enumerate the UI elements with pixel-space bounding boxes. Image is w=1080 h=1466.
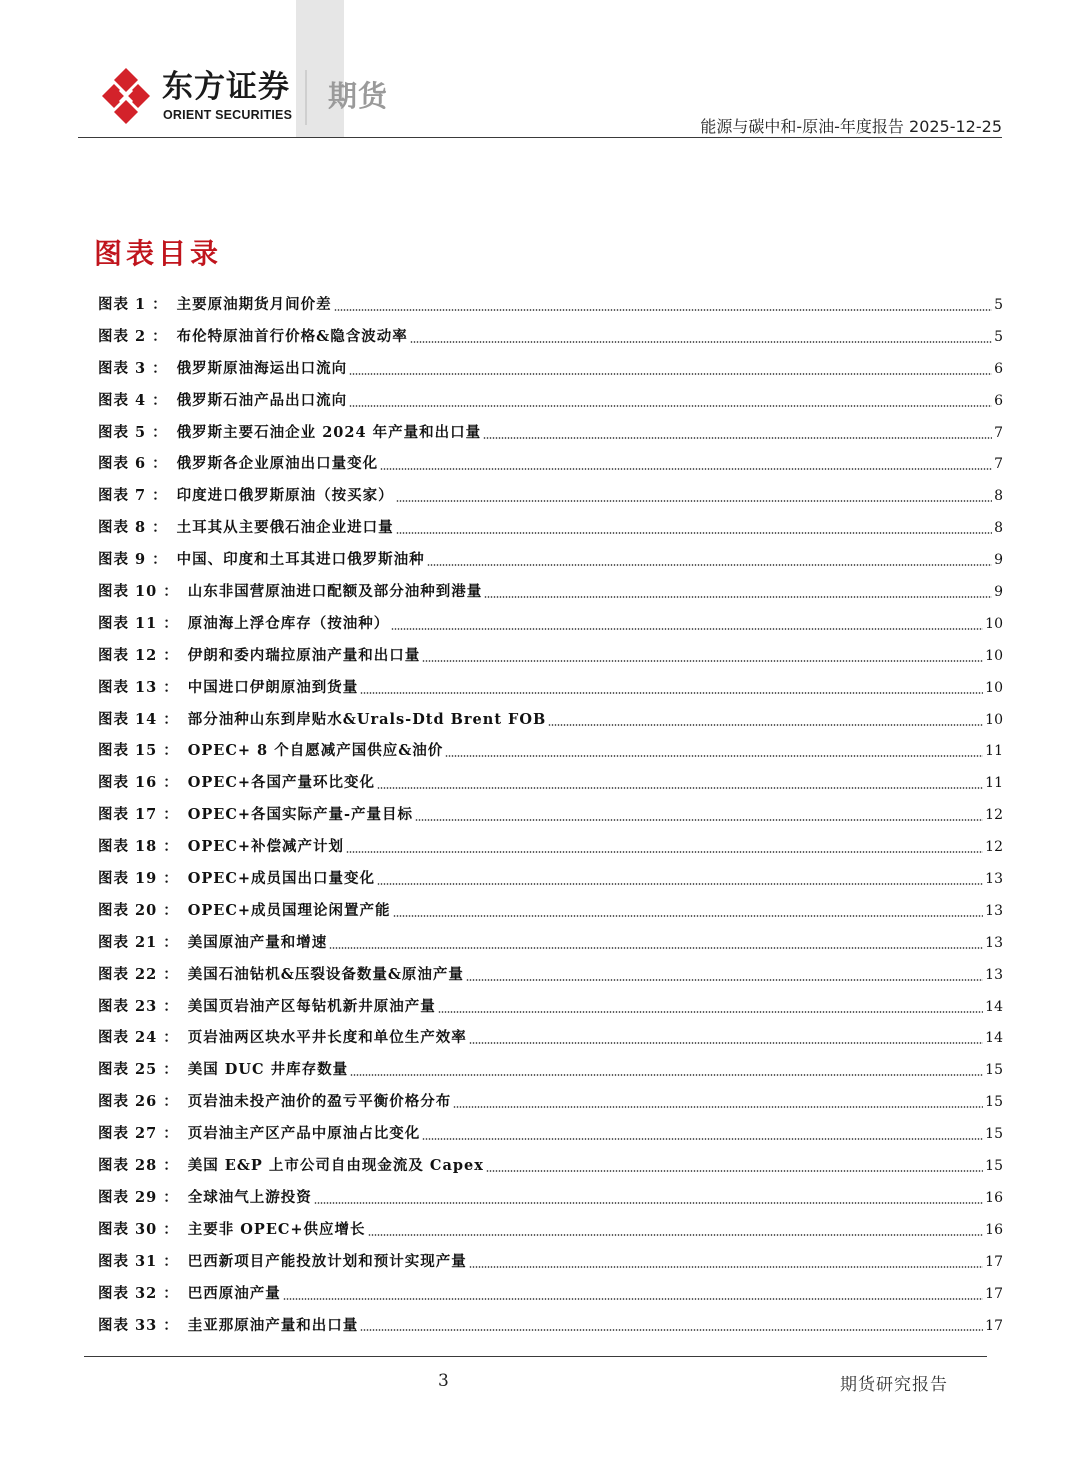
toc-entry-label: 图表 12 — [98, 646, 158, 664]
toc-entry-title: OPEC+各国实际产量-产量目标 — [187, 806, 414, 824]
toc-entry-colon: ： — [163, 614, 178, 632]
toc-entry[interactable] — [98, 672, 1003, 704]
toc-entry-label: 图表 5 — [98, 423, 147, 441]
toc-entry-label: 图表 24 — [98, 1029, 158, 1047]
toc-entry-page: 11 — [985, 743, 1003, 760]
toc-entry[interactable] — [98, 1118, 1003, 1150]
toc-entry-leader — [445, 755, 983, 757]
toc-entry-title: 印度进口俄罗斯原油（按买家） — [176, 487, 394, 505]
toc-entry[interactable] — [98, 1182, 1003, 1214]
toc-entry[interactable] — [98, 799, 1003, 831]
toc-entry-title: 俄罗斯各企业原油出口量变化 — [176, 455, 379, 473]
toc-entry[interactable] — [98, 417, 1003, 449]
toc-entry-leader — [334, 309, 992, 311]
toc-entry-colon: ： — [152, 359, 167, 377]
toc-entry-page: 16 — [985, 1189, 1003, 1206]
toc-entry-page: 15 — [985, 1158, 1003, 1175]
toc-entry-page: 5 — [994, 297, 1003, 313]
toc-entry-colon: ： — [163, 710, 178, 728]
toc-entry[interactable] — [98, 512, 1003, 544]
toc-entry-label: 图表 26 — [98, 1093, 158, 1111]
toc-entry-page: 11 — [985, 775, 1003, 792]
toc-entry-page: 14 — [985, 1030, 1003, 1047]
toc-entry-colon: ： — [163, 646, 178, 664]
toc-entry-title: 山东非国营原油进口配额及部分油种到港量 — [187, 583, 483, 601]
toc-entry[interactable] — [98, 895, 1003, 927]
toc-entry[interactable] — [98, 640, 1003, 672]
toc-entry-colon: ： — [163, 583, 178, 601]
toc-entry-label: 图表 14 — [98, 710, 158, 728]
toc-entry-title: 中国、印度和土耳其进口俄罗斯油种 — [176, 551, 425, 569]
toc-entry-leader — [393, 915, 984, 917]
toc-entry-label: 图表 4 — [98, 391, 147, 409]
toc-entry-title: 圭亚那原油产量和出口量 — [187, 1316, 359, 1334]
toc-entry-page: 7 — [994, 456, 1003, 473]
toc-entry-label: 图表 1 — [98, 296, 147, 313]
toc-entry-page: 17 — [985, 1317, 1003, 1334]
toc-entry-colon: ： — [163, 838, 178, 856]
toc-entry[interactable] — [98, 1054, 1003, 1086]
header-rule — [78, 137, 1002, 138]
toc-entry[interactable] — [98, 863, 1003, 895]
toc-entry-colon: ： — [163, 1093, 178, 1111]
toc-entry-page: 17 — [985, 1253, 1003, 1270]
toc-entry-colon: ： — [163, 774, 178, 792]
toc-entry-leader — [548, 724, 983, 726]
toc-entry-label: 图表 9 — [98, 551, 147, 569]
toc-entry-leader — [415, 819, 983, 821]
footer-label: 期货研究报告 — [840, 1375, 948, 1395]
toc-entry-page: 10 — [985, 615, 1003, 632]
brand-subtitle: 期货 — [328, 79, 389, 113]
toc-entry-title: 布伦特原油首行价格&隐含波动率 — [176, 327, 408, 345]
toc-entry-label: 图表 19 — [98, 870, 158, 888]
toc-entry-colon: ： — [152, 423, 167, 441]
toc-entry-page: 5 — [994, 328, 1003, 345]
toc-entry-page: 12 — [985, 807, 1003, 824]
report-meta: 能源与碳中和-原油-年度报告 2025-12-25 — [700, 117, 1002, 136]
toc-entry-title: 巴西原油产量 — [187, 1284, 281, 1302]
toc-entry-title: OPEC+ 8 个自愿减产国供应&油价 — [187, 742, 444, 760]
toc-entry-page: 9 — [994, 584, 1003, 601]
toc-entry[interactable] — [98, 289, 1003, 321]
toc-entry-page: 14 — [985, 998, 1003, 1015]
toc-entry-title: 美国石油钻机&压裂设备数量&原油产量 — [187, 965, 464, 983]
toc-entry-colon: ： — [163, 1188, 178, 1206]
toc-entry-label: 图表 25 — [98, 1061, 158, 1079]
toc-entry-page: 13 — [985, 902, 1003, 919]
header-gray-band — [296, 0, 344, 138]
toc-entry-page: 16 — [985, 1221, 1003, 1238]
toc-entry[interactable] — [98, 385, 1003, 417]
toc-entry[interactable] — [98, 1278, 1003, 1310]
toc-entry-page: 10 — [985, 711, 1003, 728]
toc-entry[interactable] — [98, 608, 1003, 640]
toc-entry-leader — [349, 373, 992, 375]
toc-entry-title: 部分油种山东到岸贴水&Urals-Dtd Brent FOB — [187, 710, 547, 728]
toc-entry-colon: ： — [152, 296, 167, 313]
toc-entry-title: 全球油气上游投资 — [187, 1188, 312, 1206]
toc-entry-title: 美国 E&P 上市公司自由现金流及 Capex — [187, 1157, 484, 1175]
toc-entry-leader — [486, 1170, 983, 1172]
toc-entry-page: 13 — [985, 934, 1003, 951]
toc-entry-leader — [377, 883, 983, 885]
toc-entry-title: OPEC+补偿减产计划 — [187, 838, 345, 856]
toc-entry-leader — [466, 979, 983, 981]
toc-entry[interactable] — [98, 353, 1003, 385]
toc-entry-colon: ： — [163, 1220, 178, 1238]
toc-entry-leader — [427, 564, 992, 566]
toc-entry-leader — [469, 1266, 983, 1268]
toc-entry-title: 巴西新项目产能投放计划和预计实现产量 — [187, 1252, 467, 1270]
toc-entry-title: 俄罗斯石油产品出口流向 — [176, 391, 348, 409]
toc-entry[interactable] — [98, 1214, 1003, 1246]
toc-entry-colon: ： — [163, 870, 178, 888]
toc-entry-page: 13 — [985, 871, 1003, 888]
toc-entry-title: OPEC+各国产量环比变化 — [187, 774, 376, 792]
toc-entry-colon: ： — [163, 1125, 178, 1143]
toc-entry-leader — [346, 851, 983, 853]
toc-entry-leader — [350, 1074, 983, 1076]
toc-entry-title: 页岩油未投产油价的盈亏平衡价格分布 — [187, 1093, 452, 1111]
toc-entry[interactable] — [98, 767, 1003, 799]
toc-entry-label: 图表 2 — [98, 327, 147, 345]
toc-entry-leader — [410, 341, 992, 343]
toc-entry-leader — [360, 1329, 983, 1331]
toc-entry-leader — [453, 1106, 983, 1108]
toc-entry-label: 图表 15 — [98, 742, 158, 760]
toc-entry-colon: ： — [163, 1252, 178, 1270]
toc-entry-page: 7 — [994, 424, 1003, 441]
toc-entry-leader — [377, 787, 983, 789]
toc-entry-page: 10 — [985, 647, 1003, 664]
toc-entry-leader — [422, 660, 983, 662]
toc-entry-colon: ： — [163, 806, 178, 824]
toc-entry-label: 图表 8 — [98, 519, 147, 537]
toc-entry-label: 图表 33 — [98, 1316, 158, 1334]
toc-entry[interactable] — [98, 735, 1003, 767]
toc-entry-page: 6 — [994, 392, 1003, 409]
toc-entry-colon: ： — [163, 933, 178, 951]
toc-entry-label: 图表 32 — [98, 1284, 158, 1302]
toc-entry[interactable] — [98, 959, 1003, 991]
toc-entry-title: 美国页岩油产区每钻机新井原油产量 — [187, 997, 436, 1015]
toc-entry-page: 6 — [994, 360, 1003, 377]
toc-entry-leader — [329, 947, 983, 949]
toc-entry-leader — [483, 437, 992, 439]
toc-entry[interactable] — [98, 1086, 1003, 1118]
toc-entry-title: 美国原油产量和增速 — [187, 933, 328, 951]
toc-entry-colon: ： — [163, 997, 178, 1015]
toc-entry-label: 图表 13 — [98, 678, 158, 696]
toc-entry[interactable] — [98, 927, 1003, 959]
toc-entry[interactable] — [98, 576, 1003, 608]
toc-entry-leader — [396, 500, 992, 502]
toc-entry-label: 图表 11 — [98, 614, 158, 632]
toc-entry-colon: ： — [152, 487, 167, 505]
toc-entry-title: 伊朗和委内瑞拉原油产量和出口量 — [187, 646, 421, 664]
toc-entry-colon: ： — [163, 1157, 178, 1175]
toc-entry-page: 9 — [994, 552, 1003, 569]
toc-entry[interactable] — [98, 1022, 1003, 1054]
brand-name-cn: 东方证券 — [162, 69, 290, 105]
toc-entry-label: 图表 17 — [98, 806, 158, 824]
toc-entry-leader — [349, 405, 992, 407]
toc-entry-colon: ： — [163, 1061, 178, 1079]
toc-entry-page: 8 — [994, 488, 1003, 505]
toc-entry-colon: ： — [152, 327, 167, 345]
toc-entry-label: 图表 27 — [98, 1125, 158, 1143]
toc-entry-colon: ： — [163, 742, 178, 760]
toc-entry-colon: ： — [163, 678, 178, 696]
toc-entry-label: 图表 7 — [98, 487, 147, 505]
toc-entry-leader — [396, 532, 992, 534]
toc-entry-leader — [438, 1011, 983, 1013]
toc-entry-title: 原油海上浮仓库存（按油种） — [187, 614, 390, 632]
toc-entry-label: 图表 21 — [98, 933, 158, 951]
brand-name-en: ORIENT SECURITIES — [163, 108, 293, 122]
toc-entry-label: 图表 28 — [98, 1157, 158, 1175]
toc-entry-title: 页岩油主产区产品中原油占比变化 — [187, 1125, 421, 1143]
toc-entry-title: 俄罗斯原油海运出口流向 — [176, 359, 348, 377]
toc-entry-leader — [380, 468, 992, 470]
toc-entry-label: 图表 3 — [98, 359, 147, 377]
toc-entry[interactable] — [98, 831, 1003, 863]
toc-entry-page: 12 — [985, 839, 1003, 856]
toc-entry-colon: ： — [163, 1316, 178, 1334]
toc-entry-label: 图表 10 — [98, 583, 158, 601]
toc-entry-colon: ： — [152, 519, 167, 537]
toc-entry-title: 美国 DUC 井库存数量 — [187, 1061, 349, 1079]
toc-entry-leader — [469, 1042, 983, 1044]
toc-entry-leader — [484, 596, 992, 598]
toc-entry[interactable] — [98, 1150, 1003, 1182]
toc-entry-leader — [368, 1234, 984, 1236]
toc-entry-title: OPEC+成员国理论闲置产能 — [187, 901, 391, 919]
toc-entry-title: 俄罗斯主要石油企业 2024 年产量和出口量 — [176, 423, 482, 441]
toc-entry-colon: ： — [163, 965, 178, 983]
toc-entry[interactable] — [98, 321, 1003, 353]
toc-entry-page: 15 — [985, 1094, 1003, 1111]
toc-list — [98, 289, 1003, 1341]
toc-entry[interactable] — [98, 448, 1003, 480]
toc-entry-label: 图表 30 — [98, 1220, 158, 1238]
toc-entry-label: 图表 22 — [98, 965, 158, 983]
toc-entry-page: 15 — [985, 1126, 1003, 1143]
toc-entry-colon: ： — [163, 1284, 178, 1302]
toc-entry-colon: ： — [152, 551, 167, 569]
toc-entry-label: 图表 6 — [98, 455, 147, 473]
toc-entry-colon: ： — [163, 1029, 178, 1047]
toc-entry-leader — [422, 1138, 983, 1140]
toc-entry-title: 主要原油期货月间价差 — [176, 296, 332, 313]
toc-entry[interactable] — [98, 544, 1003, 576]
toc-entry-title: 主要非 OPEC+供应增长 — [187, 1220, 366, 1238]
toc-entry-leader — [314, 1202, 983, 1204]
toc-entry-page: 15 — [985, 1062, 1003, 1079]
toc-entry[interactable] — [98, 1246, 1003, 1278]
toc-entry-colon: ： — [152, 391, 167, 409]
toc-entry[interactable] — [98, 704, 1003, 736]
toc-title: 图表目录 — [94, 237, 223, 270]
toc-entry[interactable] — [98, 480, 1003, 512]
toc-entry-label: 图表 29 — [98, 1188, 158, 1206]
footer-rule — [84, 1356, 987, 1357]
toc-entry-leader — [283, 1298, 983, 1300]
toc-entry-label: 图表 23 — [98, 997, 158, 1015]
toc-entry-page: 8 — [994, 520, 1003, 537]
toc-entry-colon: ： — [152, 455, 167, 473]
toc-entry-title: OPEC+成员国出口量变化 — [187, 870, 376, 888]
toc-entry[interactable] — [98, 991, 1003, 1023]
toc-entry-label: 图表 18 — [98, 838, 158, 856]
toc-entry-label: 图表 16 — [98, 774, 158, 792]
toc-entry-page: 10 — [985, 679, 1003, 696]
toc-entry-page: 17 — [985, 1285, 1003, 1302]
toc-entry-label: 图表 20 — [98, 901, 158, 919]
toc-entry-title: 中国进口伊朗原油到货量 — [187, 678, 359, 696]
page-number: 3 — [438, 1371, 449, 1391]
toc-entry-page: 13 — [985, 966, 1003, 983]
toc-entry-leader — [391, 628, 983, 630]
toc-entry-colon: ： — [163, 901, 178, 919]
toc-entry-label: 图表 31 — [98, 1252, 158, 1270]
toc-entry-title: 页岩油两区块水平井长度和单位生产效率 — [187, 1029, 467, 1047]
orient-securities-logo-icon — [100, 66, 152, 128]
toc-entry-title: 土耳其从主要俄石油企业进口量 — [176, 519, 394, 537]
toc-entry-leader — [360, 692, 983, 694]
brand-divider — [305, 70, 307, 125]
toc-entry[interactable] — [98, 1310, 1003, 1342]
